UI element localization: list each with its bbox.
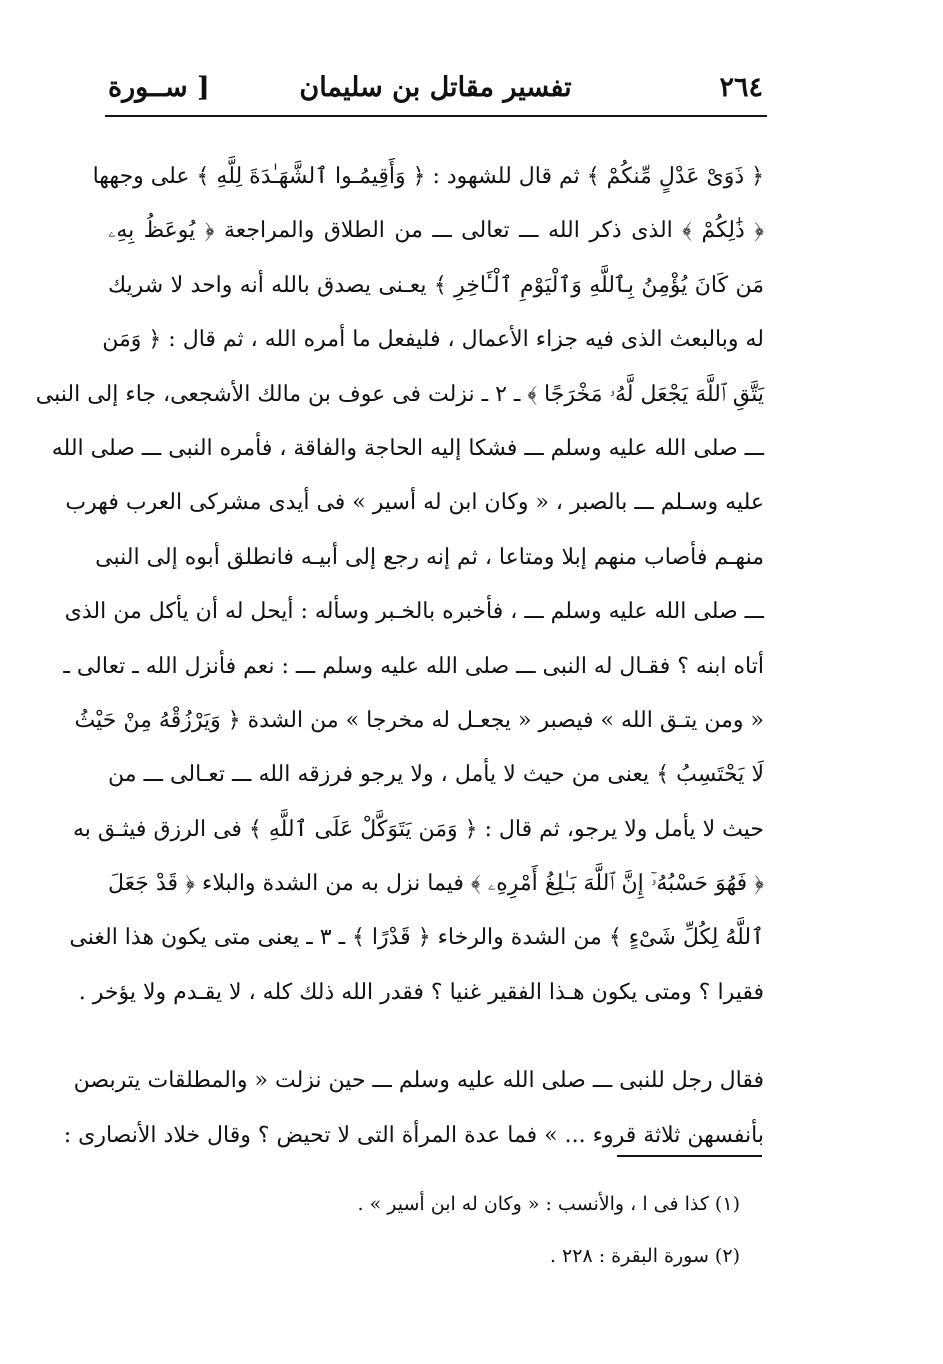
page-number: ٢٦٤ (719, 72, 763, 103)
paragraph-gap (108, 1020, 764, 1054)
text-line: « ومن يتـق الله » فيصبر « يجعـل له مخرجا » من الشدة ﴿ وَيَرْزُقْهُ مِنْ حَيْثُ (74, 707, 764, 733)
header-rule (105, 115, 767, 117)
running-header (108, 62, 763, 112)
footnote-rule (617, 1155, 762, 1157)
text-line: منهـم فأصاب منهم إبلا ومتاعا ، ثم إنه رجع إلى أبيـه فانطلق أبوه إلى النبى (95, 544, 764, 570)
text-line: له وبالبعث الذى فيه جزاء الأعمال ، فليفعل ما أمره الله ، ثم قال : ﴿ وَمَن (102, 327, 764, 353)
text-line: بأنفسهن ثلاثة قروء ... » فما عدة المرأة التى لا تحيض ؟ وقال خلاد الأنصارى : (63, 1122, 764, 1148)
text-line: ـــ صلى الله عليه وسلم ـــ فشكا إليه الحاجة والفاقة ، فأمره النبى ـــ صلى الله (51, 435, 764, 461)
text-line: ﴿ فَهُوَ حَسْبُهُۥٓ إِنَّ ٱللَّهَ بَـٰلِغُ أَمْرِهِۦ ﴾ فيما نزل به من الشدة والبلاء ﴿ قَدْ جَعَلَ (108, 871, 764, 897)
surah-label: [ ســورة (108, 72, 210, 103)
text-line: أتاه ابنه ؟ فقـال له النبى ـــ صلى الله عليه وسلم ـــ : نعم فأنزل الله ـ تعالى ـ (63, 653, 764, 679)
text-line: يَتَّقِ ٱللَّهَ يَجْعَل لَّهُۥ مَخْرَجًا ﴾ ـ ٢ ـ نزلت فى عوف بن مالك الأشجعى، جاء إلى النبى (35, 381, 764, 407)
footnotes (300, 1178, 740, 1282)
book-title: تفسير مقاتل بن سليمان (299, 72, 572, 103)
text-line: ﴿ ذَوَىْ عَدْلٍ مِّنكُمْ ﴾ ثم قال للشهود : ﴿ وَأَقِيمُـوا ٱلشَّهَـٰدَةَ لِلَّهِ ﴾ على وجهها (92, 164, 764, 189)
footnote-2: (٢) سورة البقرة : ٢٢٨ . (549, 1245, 740, 1267)
text-line: ـــ صلى الله عليه وسلم ـــ ، فأخبره بالخـبر وسأله : أيحل له أن يأكل من الذى (64, 599, 764, 625)
footnote-1: (١) كذا فى ا ، والأنسب : « وكان له ابن أسير » . (357, 1193, 740, 1215)
text-line: ٱللَّهُ لِكُلِّ شَىْءٍ ﴾ من الشدة والرخاء ﴿ قَدْرًا ﴾ ـ ٣ ـ يعنى متى يكون هذا الغنى (69, 925, 764, 951)
text-line: عليه وسـلم ـــ بالصبر ، « وكان ابن له أسير » فى أيدى مشركى العرب فهرب (65, 490, 764, 516)
text-line: لَا يَحْتَسِبُ ﴾ يعنى من حيث لا يأمل ، ولا يرجو فرزقه الله ـــ تعـالى ـــ من (108, 762, 764, 788)
text-line: فقيرا ؟ ومتى يكون هـذا الفقير غنيا ؟ فقدر الله ذلك كله ، لا يقـدم ولا يؤخر . (78, 979, 764, 1005)
text-line: حيث لا يأمل ولا يرجو، ثم قال : ﴿ وَمَن يَتَوَكَّلْ عَلَى ٱللَّهِ ﴾ فى الرزق فيثـق به (72, 816, 764, 842)
text-line: فقال رجل للنبى ـــ صلى الله عليه وسلم ـــ حين نزلت « والمطلقات يتربصن (73, 1068, 764, 1094)
text-line: ﴿ ذَٰلِكُمْ ﴾ الذى ذكر الله ـــ تعالى ـــ من الطلاق والمراجعة ﴿ يُوعَظُ بِهِۦ (108, 218, 764, 244)
text-line: مَن كَانَ يُؤْمِنُ بِٱللَّهِ وَٱلْيَوْمِ ٱلْـَٔاخِرِ ﴾ يعـنى يصدق بالله أنه واحد لا شريك (108, 272, 764, 298)
main-text (35, 150, 764, 1163)
